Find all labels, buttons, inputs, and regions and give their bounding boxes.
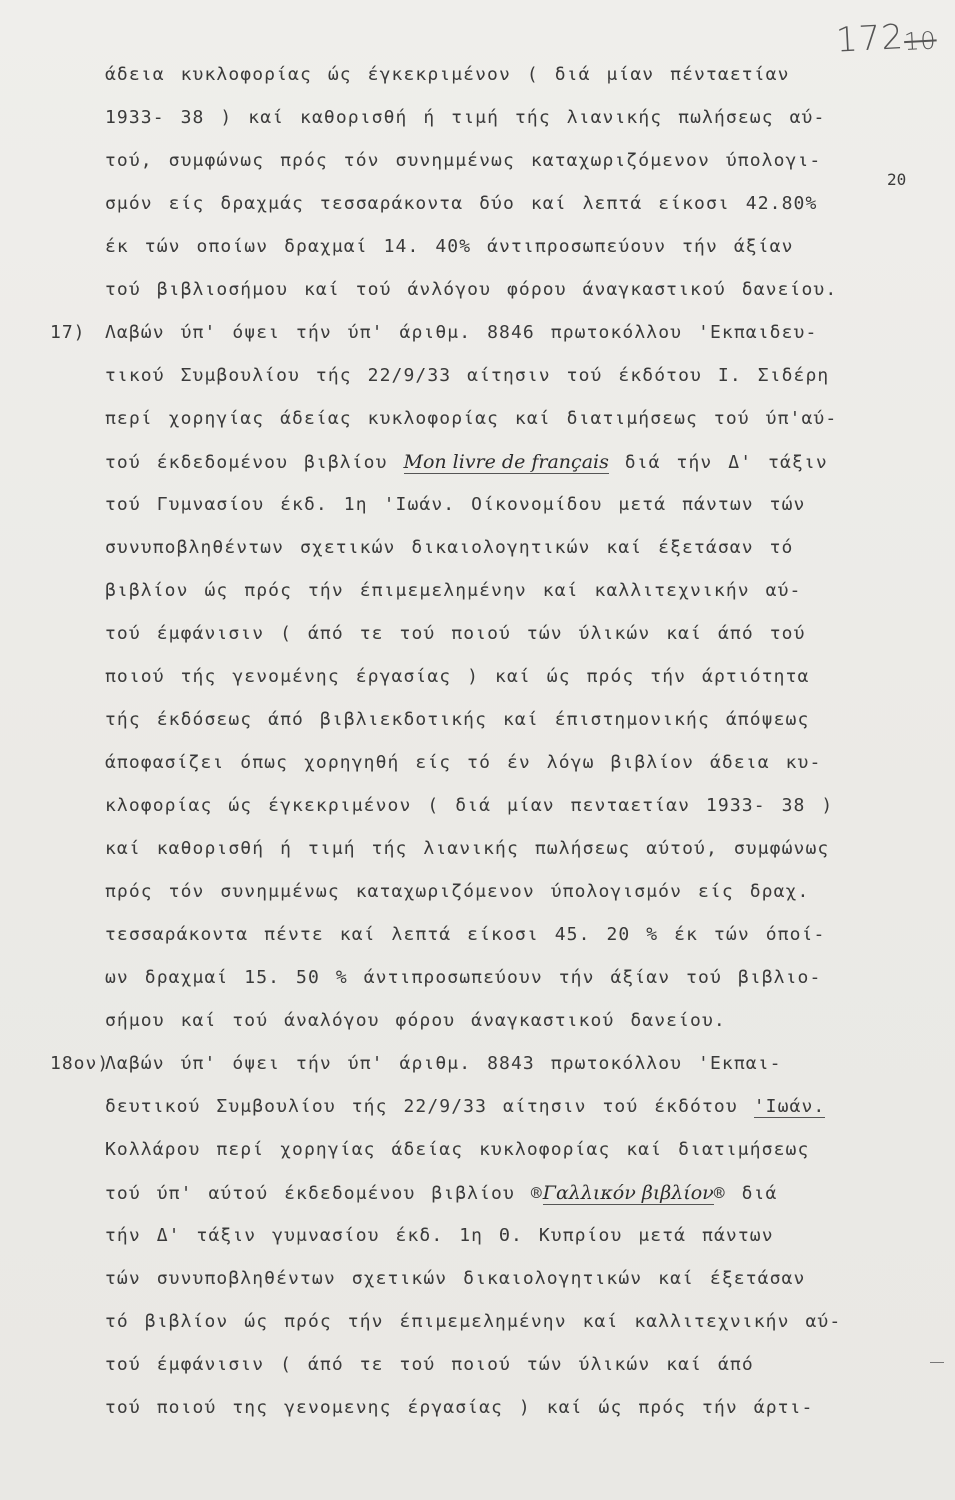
- text-line: συνυποβληθέντων σχετικών δικαιολογητικών καί έξετάσαν τό: [105, 537, 794, 558]
- text-line: τό βιβλίον ώς πρός τήν έπιμεμελημένην καί καλλιτεχνικήν αύ-: [105, 1311, 842, 1332]
- text-line: καί καθορισθή ή τιμή τής λιανικής πωλήσεως αύτού, συμφώνως: [105, 838, 830, 859]
- page-number: 17210: [835, 17, 938, 61]
- text-line: τών συνυποβληθέντων σχετικών δικαιολογητικών καί έξετάσαν: [105, 1268, 806, 1289]
- text-line: [105, 1092, 935, 1122]
- text-fragment: διά: [741, 1183, 778, 1204]
- margin-mark: [930, 1362, 944, 1363]
- text-line: τήν Δ' τάξιν γυμνασίου έκδ. 1η Θ. Κυπρίου μετά πάντων: [105, 1225, 774, 1246]
- text-line: βιβλίον ώς πρός τήν έπιμεμελημένην καί καλλιτεχνικήν αύ-: [105, 580, 802, 601]
- text-fragment: δευτικού Συμβουλίου τής 22/9/33 αίτησιν τού έκδότου: [105, 1096, 738, 1117]
- handwritten-mark: ®: [530, 1183, 543, 1204]
- text-line: τού ποιού της γενομενης έργασίας ) καί ώς πρός τήν άρτι-: [105, 1397, 814, 1418]
- section-number: 18ον): [50, 1053, 110, 1074]
- text-fragment: 'Ιωάν.: [753, 1096, 826, 1117]
- text-line: τού, συμφώνως πρός τόν συνημμένως καταχωριζόμενον ύπολογι-: [105, 150, 822, 171]
- text-line: άδεια κυκλοφορίας ώς έγκεκριμένον ( διά μίαν πένταετίαν: [105, 64, 790, 85]
- text-line: Λαβών ύπ' όψει τήν ύπ' άριθμ. 8843 πρωτοκόλλου 'Εκπαι-: [105, 1053, 782, 1074]
- text-line: τού έμφάνισιν ( άπό τε τού ποιού τών ύλικών καί άπό τού: [105, 623, 806, 644]
- text-fragment: τού ύπ' αύτού έκδεδομένου βιβλίου: [105, 1183, 515, 1204]
- text-line: ποιού τής γενομένης έργασίας ) καί ώς πρός τήν άρτιότητα: [105, 666, 810, 687]
- text-line: τού Γυμνασίου έκδ. 1η 'Ιωάν. Οίκονομίδου μετά πάντων τών: [105, 494, 806, 515]
- text-line: σμόν είς δραχμάς τεσσαράκοντα δύο καί λεπτά είκοσι 42.80%: [105, 193, 818, 214]
- text-line: πρός τόν συνημμένως καταχωριζόμενον ύπολογισμόν είς δραχ.: [105, 881, 810, 902]
- handwritten-mark: ®: [713, 1183, 726, 1204]
- text-line: περί χορηγίας άδείας κυκλοφορίας καί διατιμήσεως τού ύπ'αύ-: [105, 408, 838, 429]
- text-fragment: διά τήν Δ' τάξιν: [624, 452, 828, 473]
- text-line: σήμου καί τού άναλόγου φόρου άναγκαστικού δανείου.: [105, 1010, 726, 1031]
- text-line: τής έκδόσεως άπό βιβλιεκδοτικής καί έπιστημονικής άπόψεως: [105, 709, 810, 730]
- section-number: 17): [50, 322, 86, 343]
- text-line: ων δραχμαί 15. 50 % άντιπροσωπεύουν τήν άξίαν τού βιβλιο-: [105, 967, 822, 988]
- text-line: τού βιβλιοσήμου καί τού άνλόγου φόρου άναγκαστικού δανείου.: [105, 279, 838, 300]
- text-line: τικού Συμβουλίου τής 22/9/33 αίτησιν τού έκδότου Ι. Σιδέρη: [105, 365, 830, 386]
- handwritten-book-title: Mon livre de français: [403, 451, 609, 473]
- text-line: Κολλάρου περί χορηγίας άδείας κυκλοφορίας καί διατιμήσεως: [105, 1139, 810, 1160]
- text-line: τεσσαράκοντα πέντε καί λεπτά είκοσι 45. 20 % έκ τών όποί-: [105, 924, 826, 945]
- text-line: [105, 1178, 935, 1208]
- superscript-correction: 20: [887, 170, 907, 189]
- text-line: άποφασίζει όπως χορηγηθή είς τό έν λόγω βιβλίον άδεια κυ-: [105, 752, 822, 773]
- text-line: τού έμφάνισιν ( άπό τε τού ποιού τών ύλικών καί άπό: [105, 1354, 754, 1375]
- text-line: 1933- 38 ) καί καθορισθή ή τιμή τής λιανικής πωλήσεως αύ-: [105, 107, 826, 128]
- text-fragment: τού έκδεδομένου βιβλίου: [105, 452, 388, 473]
- text-line: κλοφορίας ώς έγκεκριμένον ( διά μίαν πενταετίαν 1933- 38 ): [105, 795, 834, 816]
- handwritten-book-title: Γαλλικόν βιβλίον: [542, 1182, 714, 1204]
- text-line: Λαβών ύπ' όψει τήν ύπ' άριθμ. 8846 πρωτοκόλλου 'Εκπαιδευ-: [105, 322, 818, 343]
- text-line: [105, 447, 935, 477]
- text-line: έκ τών οποίων δραχμαί 14. 40% άντιπροσωπεύουν τήν άξίαν: [105, 236, 794, 257]
